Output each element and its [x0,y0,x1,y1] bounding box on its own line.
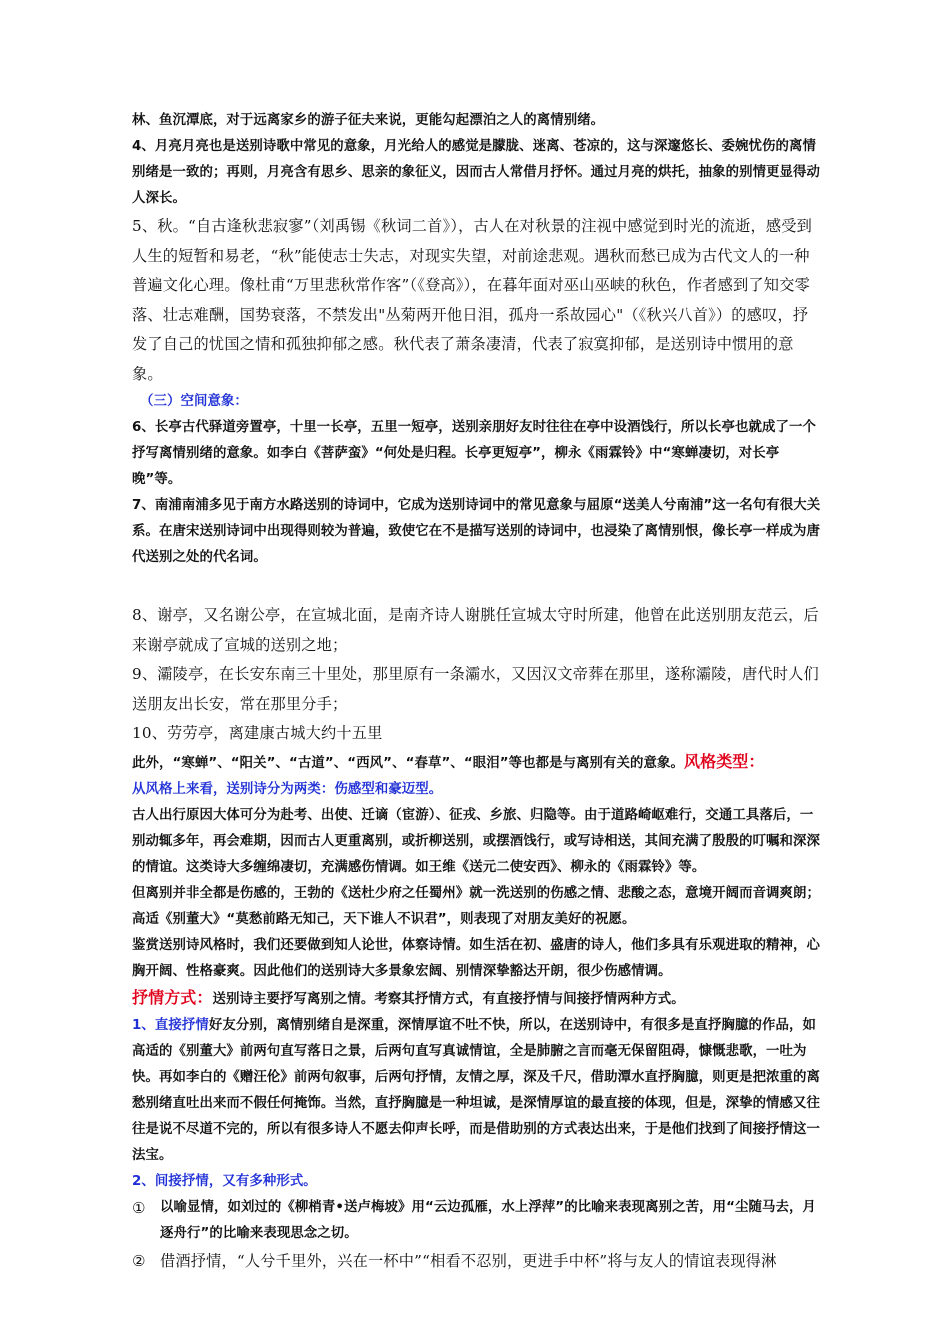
metaphor-text: 以喻显情，如刘过的《柳梢青•送卢梅坡》用“云边孤雁，水上浮萍”的比喻来表现离别之苦，用“尘随马去，月逐舟行”的比喻来表现思念之切。 [160,1199,816,1241]
lyric-heading: 抒情方式： [132,987,213,1007]
circled-number-1: ① [132,1198,146,1217]
style-bold-paragraph: 但离别并非全都是伤感的，王勃的《送杜少府之任蜀州》就一洗送别的伤感之情、悲酸之态，意境开阔而音调爽朗；高适《别董大》“莫愁前路无知己，天下谁人不识君”，则表现了对朋友美好的祝愿。 [132,885,821,927]
item-autumn: 5、秋。“自古逢秋悲寂寥”（刘禹锡《秋词二首》），古人在对秋景的注视中感觉到时光的流逝，感受到人生的短暂和易老，“秋”能使志士失志，对现实失望，对前途悲观。遇秋而愁已成为古代文人的一种普遍文化心理。像杜甫“万里悲秋常作客”（《登高》），在暮年面对巫山巫峡的秋色，作者感到了知交零落、壮志难酬，国势衰落，不禁发出"丛菊两开他日泪，孤舟一系故园心"（《秋兴八首》）的感叹，抒发了自己的忧国之情和孤独抑郁之感。秋代表了萧条凄清，代表了寂寞抑郁，是送别诗中惯用的意象。 [132,217,813,383]
style-appreciate-paragraph: 鉴赏送别诗风格时，我们还要做到知人论世，体察诗情。如生活在初、盛唐的诗人，他们多具有乐观进取的精神，心胸开阔、性格豪爽。因此他们的送别诗大多景象宏阔、别情深挚豁达开朗，很少伤感情调。 [132,937,821,979]
style-intro: 从风格上来看，送别诗分为两类：伤感型和豪迈型。 [132,781,443,797]
item-moon: 4、月亮月亮也是送别诗歌中常见的意象，月光给人的感觉是朦胧、迷离、苍凉的，这与深邃悠长、委婉忧伤的离情别绪是一致的；再则，月亮含有思乡、思亲的象征义，因而古人常借月抒怀。通过月亮的烘托，抽象的别情更显得动人深长。 [132,139,821,206]
direct-lyric-body: 好友分别，离情别绪自是深重，深情厚谊不吐不快，所以，在送别诗中，有很多是直抒胸臆的作品，如高适的《别董大》前两句直写落日之景，后两句直写真诚情谊，全是肺腑之言而毫无保留阻碍，慷慨悲歌，一吐为快。再如李白的《赠汪伦》前两句叙事，后两句抒情，友情之厚，深及千尺，借助潭水直抒胸臆，则更是把浓重的离愁别绪直吐出来而不假任何掩饰。当然，直抒胸臆是一种坦诚，是深情厚谊的最直接的体现，但是，深挚的情感又往往是说不尽道不完的，所以有很多诗人不愿去仰声长呼，而是借助别的方式表达出来，于是他们找到了间接抒情这一法宝。 [132,1017,821,1163]
blank-gap [132,571,822,601]
section-space-heading: （三）空间意象： [140,394,248,409]
circled-number-2: ② [132,1251,146,1270]
indirect-item-wine [132,1247,822,1277]
lyric-intro: 送别诗主要抒写离别之情。考察其抒情方式，有直接抒情与间接抒情两种方式。 [212,991,685,1007]
direct-lyric-label: 1、直接抒情 [132,1017,209,1033]
direct-lyric-paragraph [132,1013,822,1169]
wine-text: 借酒抒情，“人兮千里外，兴在一杯中”“相看不忍别，更进手中杯”将与友人的情谊表现得淋 [160,1251,777,1270]
style-sad-paragraph: 古人出行原因大体可分为赴考、出使、迁谪（宦游）、征戎、乡旅、归隐等。由于道路崎岖难行，交通工具落后，一别动辄多年，再会难期，因而古人更重离别，或折柳送别，或摆酒饯行，或写诗相送，其间充满了殷殷的叮嘱和深深的情谊。这类诗大多缠绵凄切，充满感伤情调。如王维《送元二使安西》、柳永的《雨霖铃》等。 [132,807,821,875]
lyric-line [132,985,822,1013]
item-nanpu: 7、南浦南浦多见于南方水路送别的诗词中，它成为送别诗词中的常见意象与屈原“送美人兮南浦”这一名句有很大关系。在唐宋送别诗词中出现得则较为普遍，致使它在不是描写送别的诗词中，也浸染了离情别恨，像长亭一样成为唐代送别之处的代名词。 [132,498,821,565]
paragraph-forest: 林、鱼沉潭底，对于远离家乡的游子征夫来说，更能勾起漂泊之人的离情别绪。 [132,113,605,128]
other-images-text: 此外，“寒蝉”、“阳关”、“古道”、“西风”、“春草”、“眼泪”等也都是与离别有关的意象。 [132,755,684,771]
indirect-lyric-label: 2、间接抒情，又有多种形式。 [132,1173,317,1189]
item-laolao-pavilion: 10、劳劳亭，离建康古城大约十五里 [132,724,383,742]
style-heading: 风格类型： [684,751,765,771]
item-xie-pavilion: 8、谢亭，又名谢公亭，在宣城北面，是南齐诗人谢朓任宣城太守时所建，他曾在此送别朋友范云，后来谢亭就成了宣城的送别之地； [132,606,819,654]
other-images-line [132,749,822,777]
indirect-item-metaphor [132,1195,822,1247]
document-page [132,108,822,1276]
item-pavilion: 6、长亭古代驿道旁置亭，十里一长亭，五里一短亭，送别亲朋好友时往往在亭中设酒饯行，所以长亭也就成了一个抒写离情别绪的意象。如李白《菩萨蛮》“何处是归程。长亭更短亭”，柳永《雨霖铃》中“寒蝉凄切，对长亭晚”等。 [132,420,816,487]
item-baling-pavilion: 9、灞陵亭，在长安东南三十里处，那里原有一条灞水，又因汉文帝葬在那里，遂称灞陵，唐代时人们送朋友出长安，常在那里分手； [132,665,819,713]
